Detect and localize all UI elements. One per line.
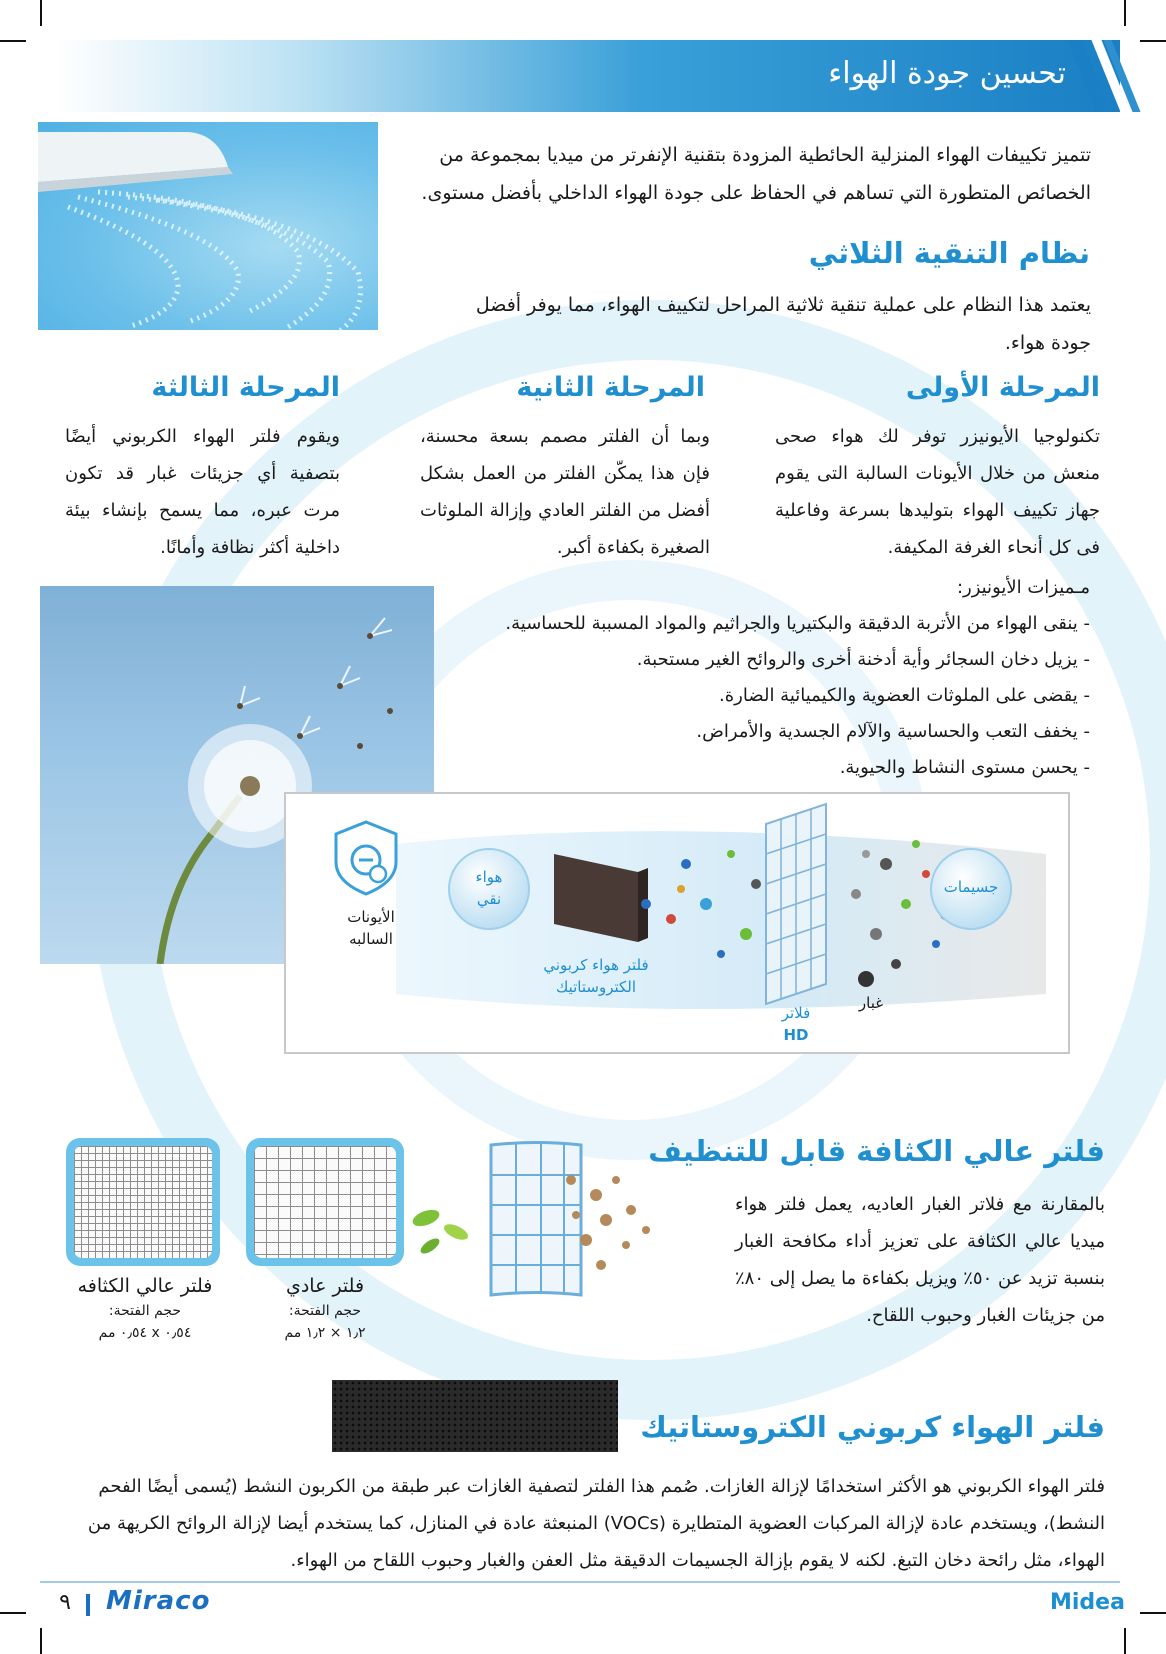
- ions-label: الأيونات السالبه: [347, 908, 395, 948]
- crop-mark: [1140, 1612, 1166, 1614]
- crop-mark: [1124, 0, 1126, 26]
- ionizer-features-list: [440, 606, 1090, 786]
- stage-1-title: المرحلة الأولى: [905, 372, 1100, 403]
- dust-label: غبار: [858, 994, 884, 1012]
- crop-mark: [1140, 40, 1166, 42]
- high-filter-caption: [60, 1272, 230, 1344]
- list-item: - يخفف التعب والحساسية والآلام الجسدية والأمراض.: [696, 721, 1090, 742]
- normal-filter-size: ١٫٢ × ١٫٢ مم: [284, 1325, 366, 1341]
- list-item: - يحسن مستوى النشاط والحيوية.: [839, 757, 1090, 778]
- triple-system-text: يعتمد هذا النظام على عملية تنقية ثلاثية المراحل لتكييف الهواء، مما يوفر أفضل جودة هواء.: [475, 294, 1091, 354]
- carbon-filter-label: فلتر هواء كربوني الكتروستاتيك: [543, 956, 649, 996]
- air-conditioner-image: [38, 122, 378, 330]
- crop-mark: [0, 1612, 26, 1614]
- high-filter-size: ٠٫٥٤ x ٠٫٥٤ مم: [98, 1325, 192, 1341]
- stage-3-text: ويقوم فلتر الهواء الكربوني أيضًا بتصفية أي جزيئات غبار قد تكون مرت عبره، مما يسمح بإنشاء بيئة داخلية أكثر نظافة وأمانًا.: [65, 426, 340, 558]
- miraco-logo: Miraco: [106, 1586, 211, 1616]
- stage-2-title: المرحلة الثانية: [516, 372, 705, 403]
- crop-mark: [0, 40, 26, 42]
- carbon-filter-title: فلتر الهواء كربوني الكتروستاتيك: [640, 1410, 1105, 1444]
- list-item: - ينقى الهواء من الأتربة الدقيقة والبكتيريا والجراثيم والمواد المسببة للحساسية.: [505, 613, 1090, 634]
- page-title: تحسين جودة الهواء: [828, 56, 1066, 91]
- filter-grid-graphic: [486, 1140, 666, 1300]
- stage-2-text: وبما أن الفلتر مصمم بسعة محسنة، فإن هذا يمكّن الفلتر من العمل بشكل أفضل من الفلتر العادي وإزالة الملوثات الصغيرة بكفاءة أكبر.: [420, 426, 710, 558]
- page-number: ٩: [59, 1590, 71, 1615]
- hd-filter-label: فلاتر HD: [781, 1004, 811, 1044]
- midea-logo: Midea: [1050, 1590, 1125, 1615]
- high-filter-label: فلتر عالي الكثافه: [77, 1275, 213, 1297]
- list-item: - يقضى على الملوثات العضوية والكيميائية الضارة.: [719, 685, 1090, 706]
- stage-3-title: المرحلة الثالثة: [151, 372, 340, 403]
- ionizer-title: مـميزات الأيونيزر:: [956, 577, 1090, 598]
- normal-filter-caption: [246, 1272, 404, 1344]
- crop-mark: [40, 1628, 42, 1654]
- crop-mark: [1124, 1628, 1126, 1654]
- crop-mark: [40, 0, 42, 26]
- leaves-image: [408, 1200, 478, 1260]
- list-item: - يزيل دخان السجائر وأية أدخنة أخرى والروائح الغير مستحبة.: [636, 649, 1090, 670]
- carbon-filter-text: فلتر الهواء الكربوني هو الأكثر استخدامًا لإزالة الغازات. صُمم هذا الفلتر لتصفية الغازات عبر طبقة من الكربون النشط (يُسمى أيضًا الفحم النشط)، ويستخدم عادة لإزالة المركبات العضوية المتطايرة (VOCs) المنبعثة عادة في المنازل، كما يستخدم أيضا لإزالة الروائح الكريهة من الهواء، مثل رائحة دخان التبغ. لكنه لا يقوم بإزالة الجسيمات الدقيقة مثل العفن والغبار وحبوب اللقاح من الهواء.: [87, 1476, 1105, 1571]
- intro-paragraph: تتميز تكييفات الهواء المنزلية الحائطية المزودة بتقنية الإنفرتر من ميديا بمجموعة من الخصائص المتطورة التي تساهم في الحفاظ على جودة الهواء الداخلي بأفضل مستوى.: [421, 144, 1091, 204]
- airflow-graphic: [38, 122, 378, 330]
- normal-filter-image: [246, 1138, 404, 1266]
- triple-system-title: نظام التنقية الثلاثي: [808, 236, 1090, 270]
- stage-1-text: تكنولوجيا الأيونيزر توفر لك هواء صحى منعش من خلال الأيونات السالبة التى يقوم جهاز تكييف الهواء بتوليدها بسرعة وفاعلية فى كل أنحاء الغرفة المكيفة.: [775, 426, 1100, 558]
- particles-label: جسيمات: [943, 878, 999, 896]
- filtration-diagram: [284, 792, 1070, 1054]
- pure-air-label: هواء نقي: [475, 868, 503, 908]
- footer-divider: [40, 1581, 1120, 1583]
- normal-filter-label: فلتر عادي: [285, 1275, 365, 1297]
- high-filter-size-label: حجم الفتحة:: [108, 1303, 182, 1319]
- leaf-icon: [408, 1200, 478, 1260]
- hd-filter-title: فلتر عالي الكثافة قابل للتنظيف: [648, 1134, 1105, 1168]
- normal-filter-size-label: حجم الفتحة:: [288, 1303, 362, 1319]
- high-density-filter-image: [66, 1138, 220, 1266]
- hd-filter-grid-image: [486, 1140, 666, 1300]
- carbon-filter-image: [332, 1380, 618, 1452]
- hd-filter-text: بالمقارنة مع فلاتر الغبار العاديه، يعمل فلتر هواء ميديا عالي الكثافة على تعزيز أداء مكافحة الغبار بنسبة تزيد عن ٥٠٪ ويزيل بكفاءة ما يصل إلى ٨٠٪ من جزيئات الغبار وحبوب اللقاح.: [735, 1194, 1105, 1326]
- footer-separator: [86, 1594, 90, 1616]
